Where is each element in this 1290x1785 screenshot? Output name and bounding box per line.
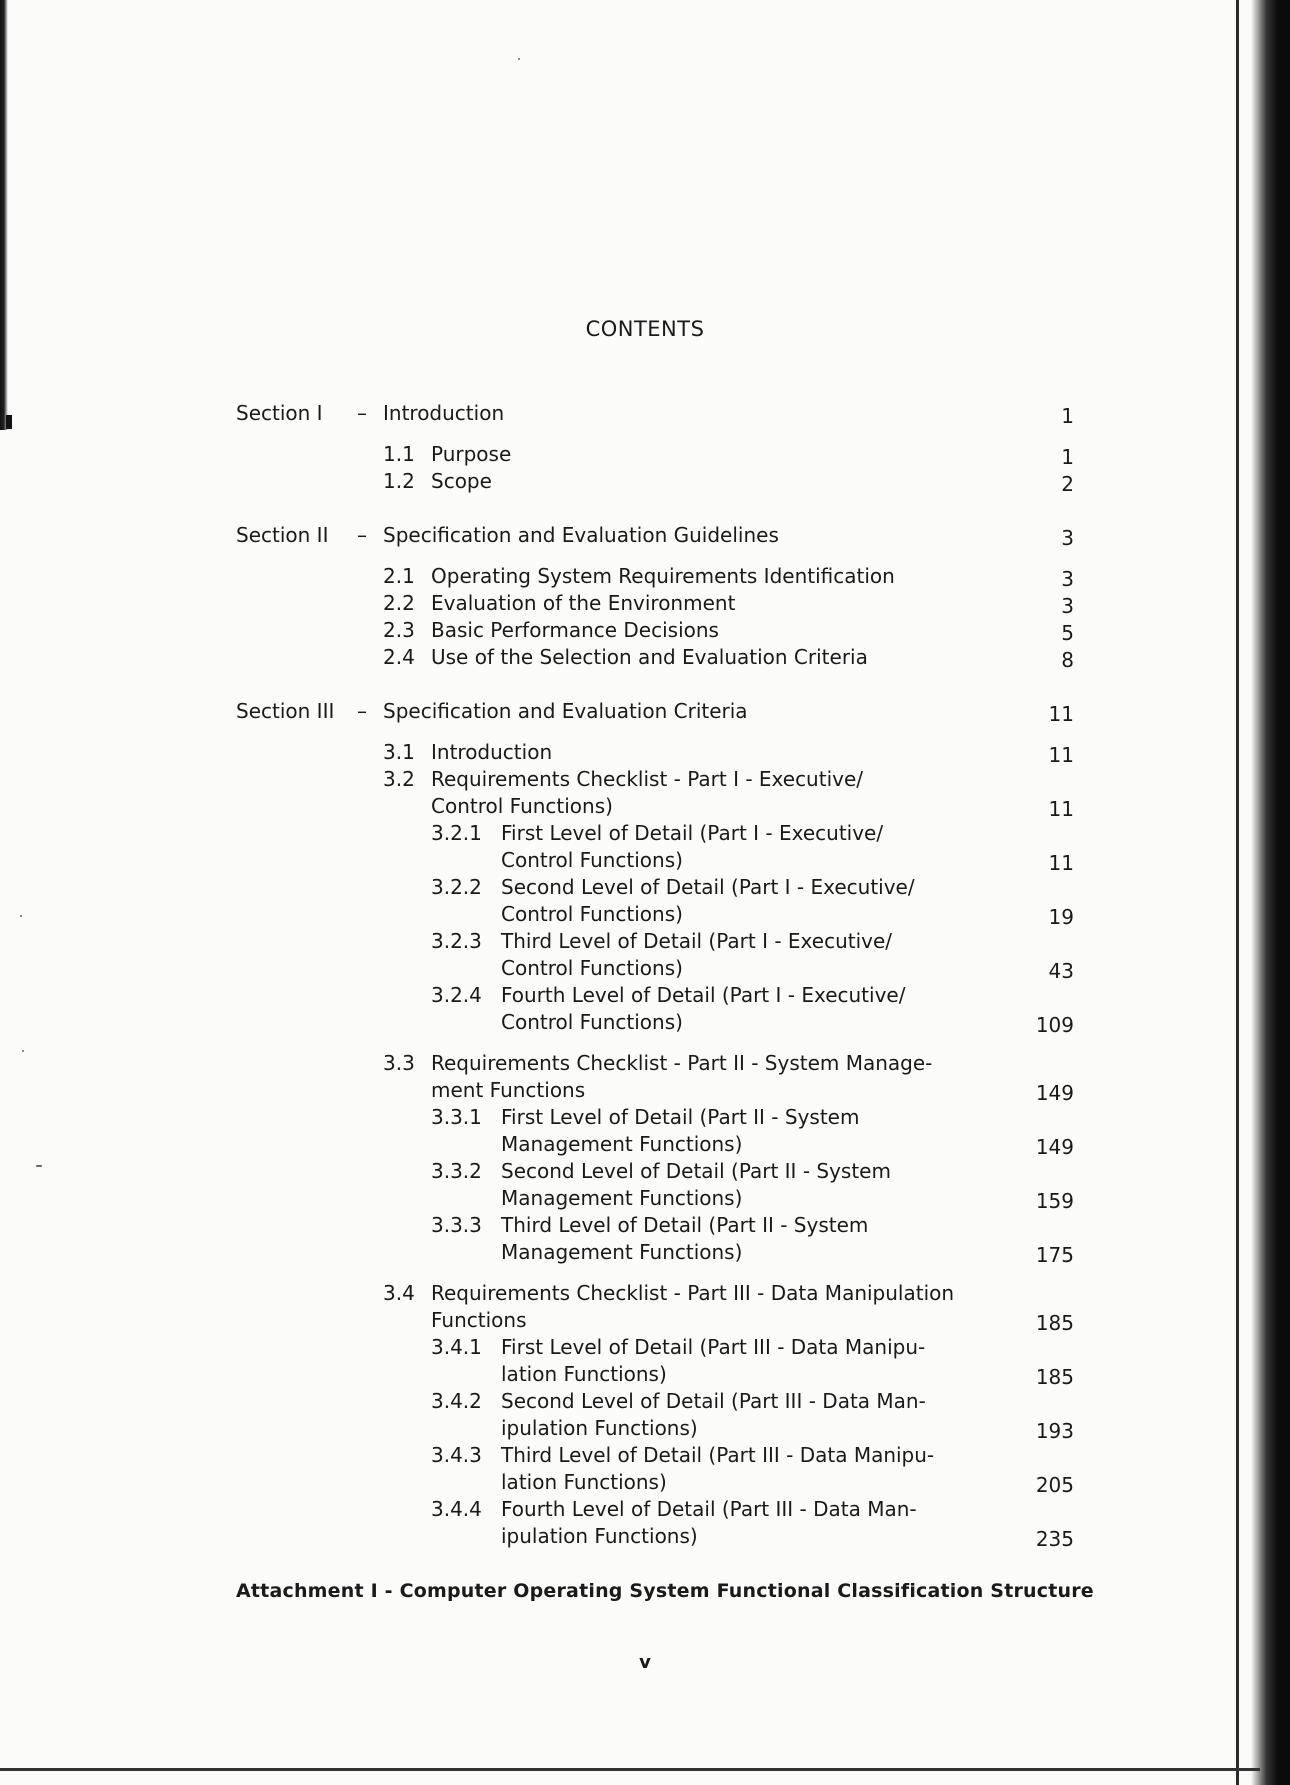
toc-subitem: 3.4.2 Second Level of Detail (Part III - Data Man- xyxy=(431,1389,926,1413)
scan-edge-right xyxy=(1251,0,1290,1785)
toc-item: 3.3 Requirements Checklist - Part II - System Manage- xyxy=(383,1051,933,1075)
page-number: 205 xyxy=(1035,1473,1074,1497)
page-number: 11 xyxy=(1048,797,1074,821)
toc-item: 2.2 Evaluation of the Environment xyxy=(383,591,736,615)
toc-item-continuation: ipulation Functions) xyxy=(501,1416,698,1440)
toc-item-continuation: Management Functions) xyxy=(501,1186,743,1210)
toc-item-continuation: Management Functions) xyxy=(501,1240,743,1264)
toc-item-continuation: Control Functions) xyxy=(501,1010,683,1034)
page-number: 5 xyxy=(1061,621,1074,645)
scan-speck xyxy=(36,1165,42,1167)
toc-subitem: 3.4.4 Fourth Level of Detail (Part III - Data Man- xyxy=(431,1497,917,1521)
page-number: 1 xyxy=(1061,445,1074,469)
page-footer-number: v xyxy=(639,1652,651,1673)
page-number: 149 xyxy=(1035,1081,1074,1105)
page-number: 2 xyxy=(1061,472,1074,496)
scan-speck xyxy=(22,1050,24,1052)
scan-edge-left xyxy=(0,0,8,430)
toc-item-continuation: lation Functions) xyxy=(501,1362,667,1386)
toc-item-continuation: ipulation Functions) xyxy=(501,1524,698,1548)
toc-item-continuation: Functions xyxy=(431,1308,527,1332)
scan-edge-bottom xyxy=(0,1768,1260,1771)
toc-subitem: 3.2.4 Fourth Level of Detail (Part I - Executive/ xyxy=(431,983,906,1007)
toc-item-continuation: lation Functions) xyxy=(501,1470,667,1494)
toc-item: 3.4 Requirements Checklist - Part III - Data Manipulation xyxy=(383,1281,955,1305)
toc-item: 2.3 Basic Performance Decisions xyxy=(383,618,719,642)
page-number: 235 xyxy=(1035,1527,1074,1551)
toc-item: 3.1 Introduction xyxy=(383,740,553,764)
toc-subitem: 3.2.3 Third Level of Detail (Part I - Executive/ xyxy=(431,929,893,953)
section-title: Introduction xyxy=(383,401,505,425)
toc-item: 1.2 Scope xyxy=(383,469,492,493)
page-number: 3 xyxy=(1061,594,1074,618)
section-label: Section II xyxy=(236,523,329,547)
toc-subitem: 3.2.1 First Level of Detail (Part I - Executive/ xyxy=(431,821,884,845)
scan-mark xyxy=(6,415,12,429)
section-label: Section III xyxy=(236,699,335,723)
section-title: Specification and Evaluation Criteria xyxy=(383,699,748,723)
section-dash: – xyxy=(357,401,367,425)
attachment-entry: Attachment I - Computer Operating System Functional Classification Structure xyxy=(236,1580,1094,1602)
page-number: 175 xyxy=(1035,1243,1074,1267)
page-number: 11 xyxy=(1048,851,1074,875)
section-dash: – xyxy=(357,699,367,723)
toc-item: 2.4 Use of the Selection and Evaluation Criteria xyxy=(383,645,868,669)
page-number: 1 xyxy=(1061,404,1074,428)
page-number: 193 xyxy=(1035,1419,1074,1443)
toc-subitem: 3.4.3 Third Level of Detail (Part III - Data Manipu- xyxy=(431,1443,935,1467)
page-number: 43 xyxy=(1048,959,1074,983)
toc-item-continuation: Control Functions) xyxy=(431,794,613,818)
page-number: 19 xyxy=(1048,905,1074,929)
toc-item-continuation: Control Functions) xyxy=(501,956,683,980)
page-number: 8 xyxy=(1061,648,1074,672)
toc-item-continuation: Control Functions) xyxy=(501,902,683,926)
page-number: 11 xyxy=(1048,702,1074,726)
scan-edge-right-line xyxy=(1236,0,1239,1785)
section-dash: – xyxy=(357,523,367,547)
page-number: 149 xyxy=(1035,1135,1074,1159)
section-title: Specification and Evaluation Guidelines xyxy=(383,523,779,547)
toc-item: 1.1 Purpose xyxy=(383,442,512,466)
toc-subitem: 3.2.2 Second Level of Detail (Part I - Executive/ xyxy=(431,875,915,899)
toc-item: 2.1 Operating System Requirements Identification xyxy=(383,564,895,588)
page-number: 185 xyxy=(1035,1311,1074,1335)
page-number: 185 xyxy=(1035,1365,1074,1389)
page-title: CONTENTS xyxy=(585,317,705,341)
page-number: 11 xyxy=(1048,743,1074,767)
toc-subitem: 3.4.1 First Level of Detail (Part III - Data Manipu- xyxy=(431,1335,926,1359)
page-number: 159 xyxy=(1035,1189,1074,1213)
toc-subitem: 3.3.3 Third Level of Detail (Part II - System xyxy=(431,1213,869,1237)
toc-subitem: 3.3.2 Second Level of Detail (Part II - System xyxy=(431,1159,891,1183)
toc-item-continuation: Control Functions) xyxy=(501,848,683,872)
toc-item-continuation: Management Functions) xyxy=(501,1132,743,1156)
toc-subitem: 3.3.1 First Level of Detail (Part II - System xyxy=(431,1105,860,1129)
page-number: 3 xyxy=(1061,567,1074,591)
scan-speck xyxy=(518,58,520,60)
toc-item: 3.2 Requirements Checklist - Part I - Executive/ xyxy=(383,767,864,791)
toc-item-continuation: ment Functions xyxy=(431,1078,586,1102)
section-label: Section I xyxy=(236,401,323,425)
page-number: 109 xyxy=(1035,1013,1074,1037)
page-number: 3 xyxy=(1061,526,1074,550)
scan-speck xyxy=(20,915,22,917)
